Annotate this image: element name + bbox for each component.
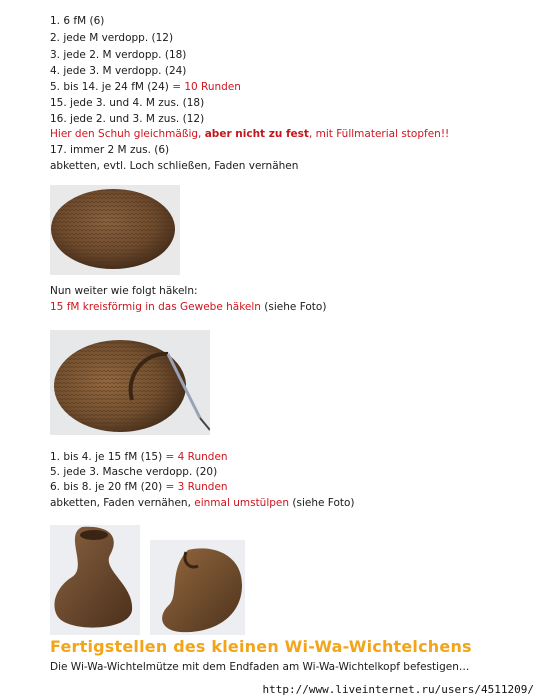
stuffing-note-c: , mit Füllmaterial stopfen!! [308,128,450,140]
circle-instruction [50,300,326,314]
round-1: 1. 6 fM (6) [50,15,105,27]
round-4: 4. jede 3. M verdopp. (24) [50,65,187,77]
round-5-increase: 5. jede 3. Masche verdopp. (20) [50,466,218,478]
source-url[interactable]: http://www.liveinternet.ru/users/4511209/ [262,683,534,696]
photo-shoe-back [150,540,245,635]
final-instruction: Die Wi-Wa-Wichtelmütze mit dem Endfaden am Wi-Wa-Wichtelkopf befestigen… [50,661,470,673]
round-1-4-count: = 4 Runden [165,451,228,463]
finish-turn-red: einmal umstülpen [194,497,290,509]
round-17: 17. immer 2 M zus. (6) [50,144,170,156]
photo-oval-with-hook [50,330,210,435]
round-2: 2. jede M verdopp. (12) [50,32,174,44]
round-1-4-text: 1. bis 4. je 15 fM (15) [50,451,166,463]
photo-shoe-side [50,525,140,635]
round-3: 3. jede 2. M verdopp. (18) [50,49,187,61]
stuffing-note-bold: aber nicht zu fest [204,128,309,140]
round-1-4 [50,450,228,464]
circle-instruction-red: 15 fM kreisförmig in das Gewebe häkeln [50,301,261,313]
section-heading: Fertigstellen des kleinen Wi-Wa-Wichtelchens [50,637,472,656]
round-15: 15. jede 3. und 4. M zus. (18) [50,97,205,109]
finish-note: abketten, evtl. Loch schließen, Faden vernähen [50,160,299,172]
continue-intro: Nun weiter wie folgt häkeln: [50,285,198,297]
round-6-8-count: = 3 Runden [165,481,228,493]
round-16: 16. jede 2. und 3. M zus. (12) [50,113,205,125]
photo-stuffed-oval [50,185,180,275]
round-6-8 [50,480,228,494]
stuffing-note-a: Hier den Schuh gleichmäßig, [50,128,205,140]
round-5-14-count: = 10 Runden [172,81,241,93]
finish-turn-a: abketten, Faden vernähen, [50,497,195,509]
round-5-14 [50,80,241,94]
finish-turn-ref: (siehe Foto) [289,497,355,509]
finish-turn-note [50,496,355,510]
round-6-8-text: 6. bis 8. je 20 fM (20) [50,481,166,493]
round-5-14-text: 5. bis 14. je 24 fM (24) [50,81,173,93]
stuffing-note [50,127,449,141]
circle-instruction-ref: (siehe Foto) [260,301,327,313]
